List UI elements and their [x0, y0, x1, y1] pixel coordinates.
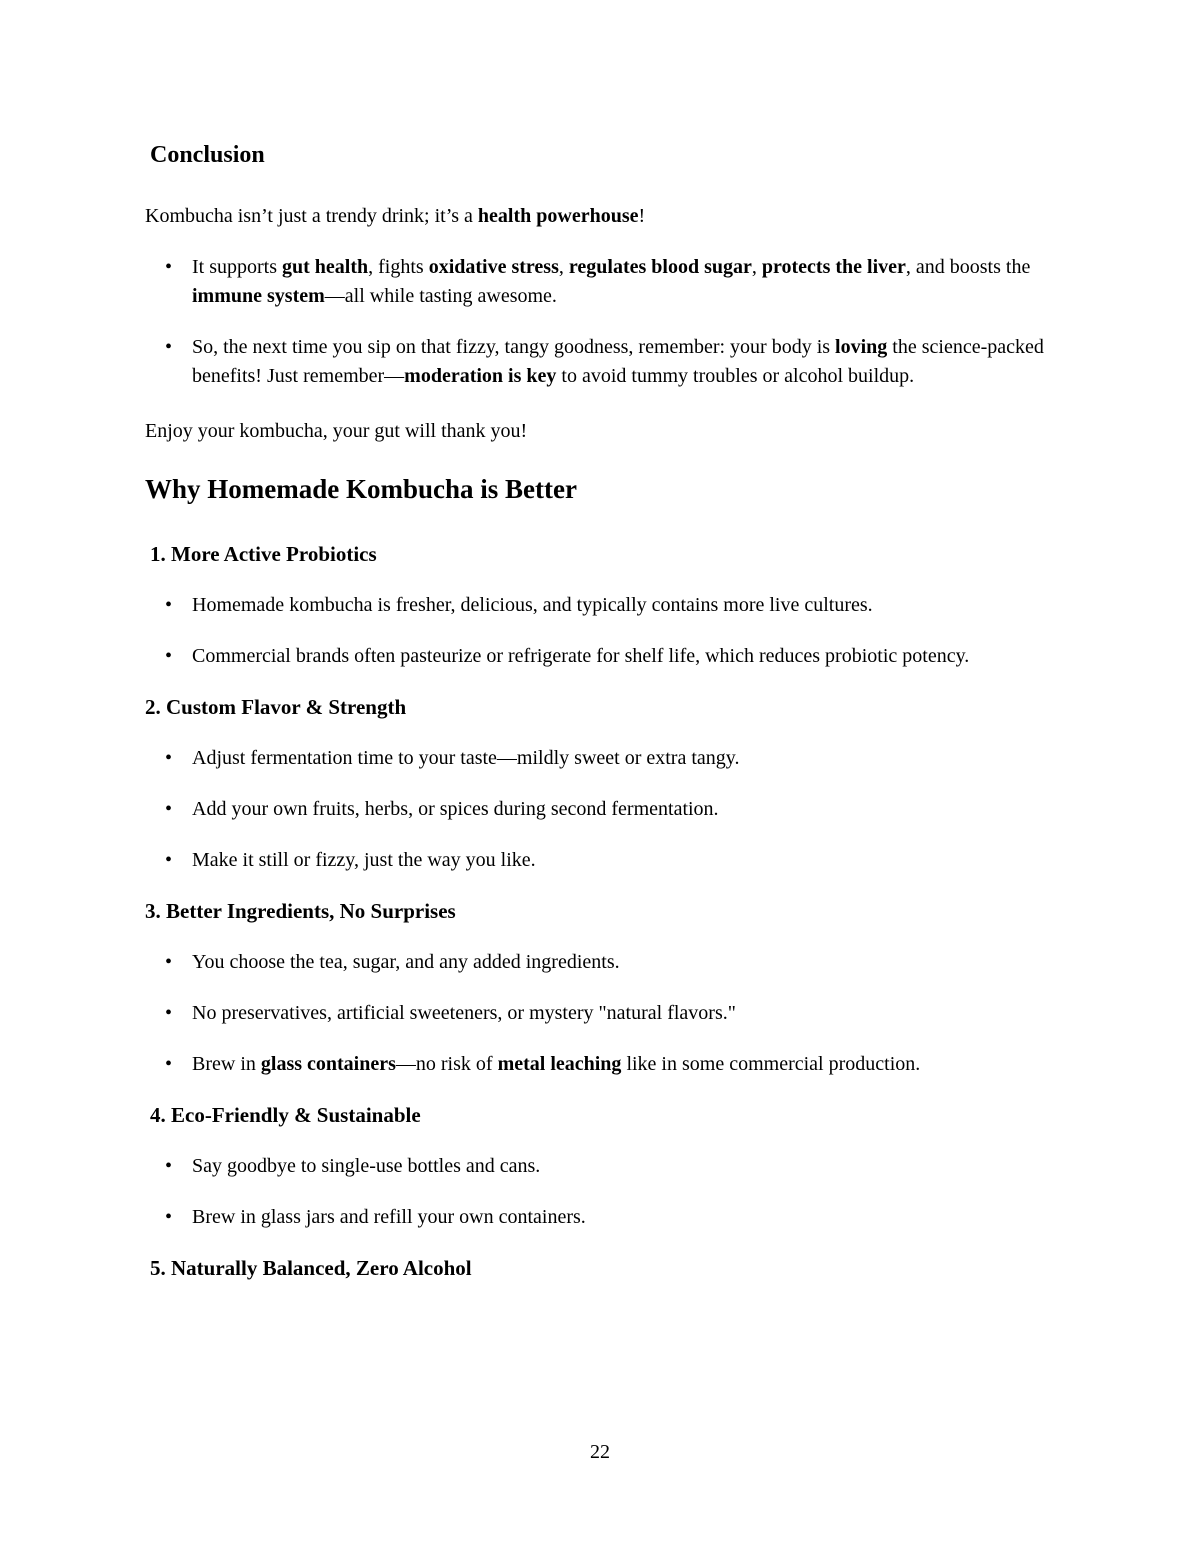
why-homemade-heading: Why Homemade Kombucha is Better: [145, 474, 577, 504]
conclusion-bullet-moderation: [145, 333, 1055, 391]
bullet-marker: •: [165, 1053, 173, 1075]
bullet-marker: •: [165, 1155, 173, 1177]
conclusion-heading: Conclusion: [150, 142, 265, 168]
conclusion-intro-paragraph: Kombucha isn’t just a trendy drink; it’s a health powerhouse!: [145, 205, 646, 227]
document-content: [145, 140, 1055, 1283]
bullet-marker: •: [165, 798, 173, 820]
bullet-marker: •: [165, 256, 173, 278]
section-4-heading: 4. Eco-Friendly & Sustainable: [150, 1103, 421, 1127]
enjoy-paragraph: Enjoy your kombucha, your gut will thank you!: [145, 420, 528, 442]
section-2-heading: 2. Custom Flavor & Strength: [145, 695, 407, 719]
bullet-text: Adjust fermentation time to your taste—mildly sweet or extra tangy.: [192, 747, 740, 769]
ingredients-bullet-preservatives: [145, 999, 1055, 1028]
bullet-marker: •: [165, 645, 173, 667]
bullet-text: You choose the tea, sugar, and any added ingredients.: [192, 951, 620, 973]
bullet-marker: •: [165, 594, 173, 616]
bullet-marker: •: [165, 849, 173, 871]
page-number: 22: [590, 1441, 610, 1463]
bullet-text: No preservatives, artificial sweeteners, or mystery "natural flavors.": [192, 1002, 736, 1024]
bullet-text: So, the next time you sip on that fizzy, tangy goodness, remember: your body is loving the science-packed benefits! Just remember—moderation is key to avoid tummy troubles or alcohol buildup.: [192, 336, 1044, 387]
flavor-bullet-fermentation: [145, 744, 1055, 773]
eco-bullet-bottles: [145, 1152, 1055, 1181]
bullet-text: Brew in glass containers—no risk of metal leaching like in some commercial production.: [192, 1053, 921, 1075]
probiotics-bullet-commercial: [145, 642, 1055, 671]
bullet-text: Brew in glass jars and refill your own containers.: [192, 1206, 586, 1228]
bullet-text: Homemade kombucha is fresher, delicious, and typically contains more live cultures.: [192, 594, 873, 616]
bullet-text: Add your own fruits, herbs, or spices during second fermentation.: [192, 798, 719, 820]
flavor-bullet-fizzy: [145, 846, 1055, 875]
bullet-text: Make it still or fizzy, just the way you like.: [192, 849, 536, 871]
bullet-text: Commercial brands often pasteurize or refrigerate for shelf life, which reduces probiotic potency.: [192, 645, 970, 667]
flavor-bullet-additions: [145, 795, 1055, 824]
bullet-marker: •: [165, 1206, 173, 1228]
conclusion-bullet-benefits: [145, 253, 1055, 311]
bullet-marker: •: [165, 951, 173, 973]
bullet-marker: •: [165, 336, 173, 358]
ingredients-bullet-glass: [145, 1050, 1055, 1079]
probiotics-bullet-fresher: [145, 591, 1055, 620]
bullet-text: Say goodbye to single-use bottles and cans.: [192, 1155, 541, 1177]
section-3-heading: 3. Better Ingredients, No Surprises: [145, 899, 456, 923]
bullet-text: It supports gut health, fights oxidative stress, regulates blood sugar, protects the liver, and boosts the immune system—all while tasting awesome.: [192, 256, 1031, 307]
section-1-heading: 1. More Active Probiotics: [150, 542, 377, 566]
section-5-heading: 5. Naturally Balanced, Zero Alcohol: [150, 1256, 472, 1280]
ingredients-bullet-choose: [145, 948, 1055, 977]
eco-bullet-jars: [145, 1203, 1055, 1232]
bullet-marker: •: [165, 1002, 173, 1024]
bullet-marker: •: [165, 747, 173, 769]
